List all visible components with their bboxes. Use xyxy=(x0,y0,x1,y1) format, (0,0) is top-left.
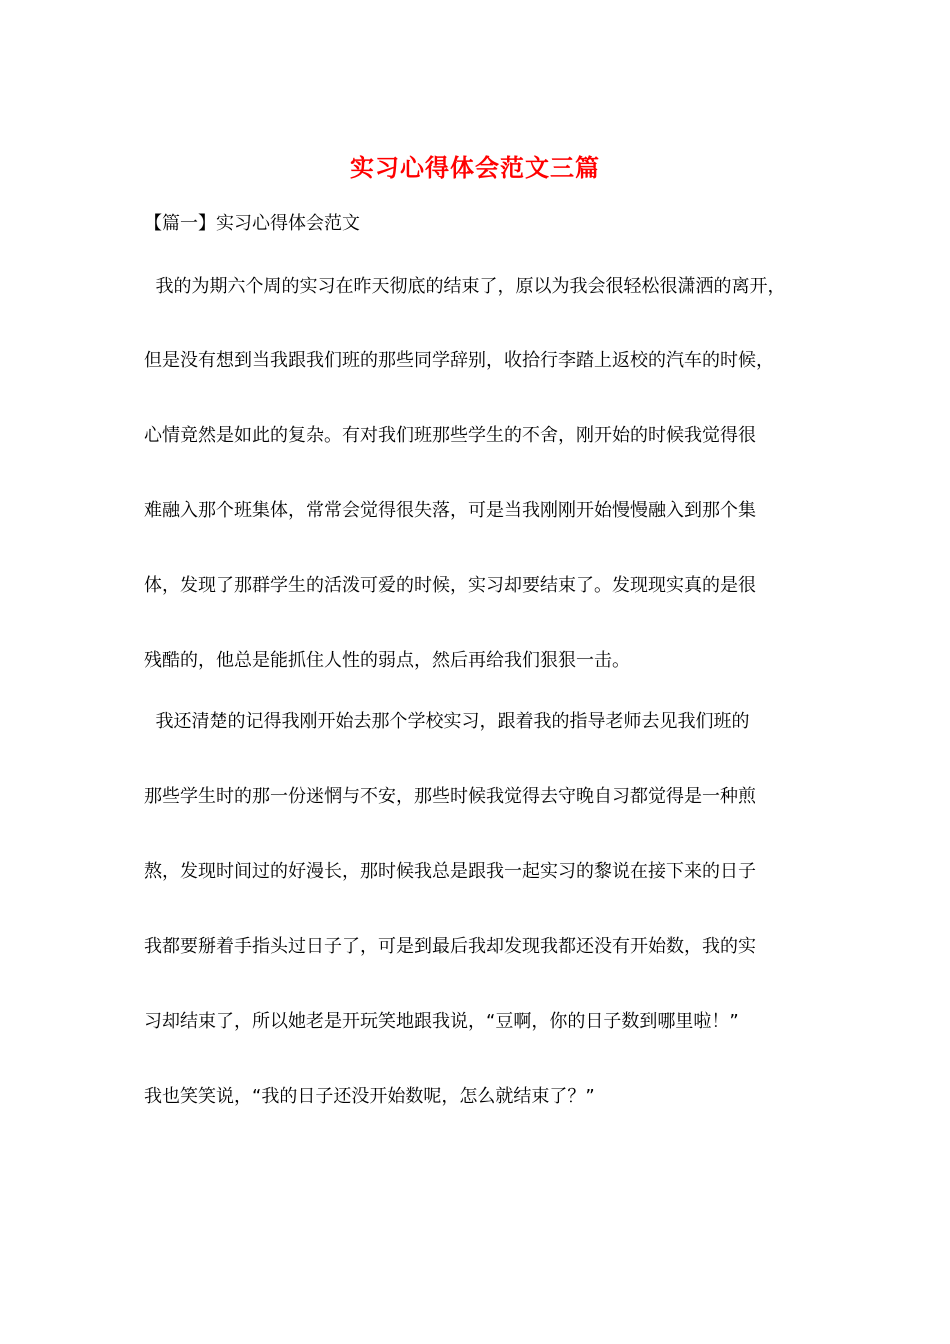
paragraph-line: 残酷的，他总是能抓住人性的弱点，然后再给我们狠狠一击。 xyxy=(144,650,630,671)
paragraph-line: 我也笑笑说，“我的日子还没开始数呢，怎么就结束了？” xyxy=(144,1086,595,1107)
paragraph-line: 我的为期六个周的实习在昨天彻底的结束了，原以为我会很轻松很潇洒的离开， xyxy=(144,276,786,297)
paragraph-line: 但是没有想到当我跟我们班的那些同学辞别，收拾行李踏上返校的汽车的时候， xyxy=(144,350,774,371)
paragraph-line: 那些学生时的那一份迷惘与不安，那些时候我觉得去守晚自习都觉得是一种煎 xyxy=(144,786,756,807)
paragraph-line: 我都要掰着手指头过日子了，可是到最后我却发现我都还没有开始数，我的实 xyxy=(144,936,756,957)
paragraph-line: 心情竟然是如此的复杂。有对我们班那些学生的不舍，刚开始的时候我觉得很 xyxy=(144,425,756,446)
paragraph-line: 体，发现了那群学生的活泼可爱的时候，实习却要结束了。发现现实真的是很 xyxy=(144,575,756,596)
paragraph-line: 习却结束了，所以她老是开玩笑地跟我说，“豆啊，你的日子数到哪里啦！” xyxy=(144,1011,739,1032)
paragraph-line: 我还清楚的记得我刚开始去那个学校实习，跟着我的指导老师去见我们班的 xyxy=(144,711,750,732)
section-heading: 【篇一】实习心得体会范文 xyxy=(144,213,360,234)
paragraph-line: 熬，发现时间过的好漫长，那时候我总是跟我一起实习的黎说在接下来的日子 xyxy=(144,861,756,882)
document-title: 实习心得体会范文三篇 xyxy=(350,153,600,182)
paragraph-line: 难融入那个班集体，常常会觉得很失落，可是当我刚刚开始慢慢融入到那个集 xyxy=(144,500,756,521)
